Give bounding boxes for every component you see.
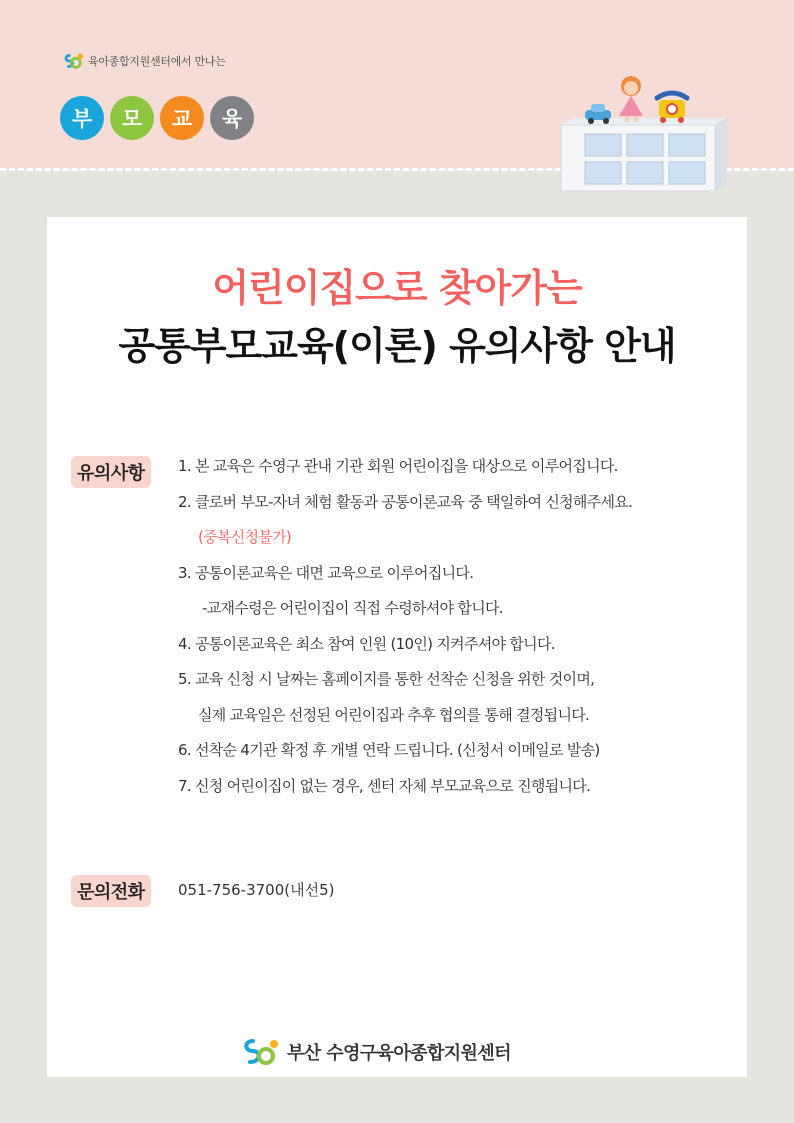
sub-brand-text: 육아종합지원센터에서 만나는	[88, 55, 226, 68]
notice-item-6: 6. 선착순 4기관 확정 후 개별 연락 드립니다. (신청서 이메일로 발송)	[178, 741, 600, 759]
toy-shelf-illustration	[555, 70, 735, 195]
notice-card	[47, 217, 747, 1077]
notice-item-2-note: (중복신청불가)	[198, 528, 292, 546]
sub-brand	[62, 50, 225, 72]
footer-org-name: 부산 수영구육아종합지원센터	[287, 1043, 511, 1064]
title-line-2: 공통부모교육(이론) 유의사항 안내	[118, 324, 676, 368]
notice-item-7: 7. 신청 어린이집이 없는 경우, 센터 자체 부모교육으로 진행됩니다.	[178, 776, 591, 795]
notice-item-5-cont: 실제 교육일은 선정된 어린이집과 추후 협의를 통해 결정됩니다.	[198, 705, 590, 724]
center-logo-icon	[239, 1035, 281, 1069]
badge-yuk: 육	[210, 96, 254, 140]
parent-education-badges	[60, 96, 254, 140]
notice-item-5: 5. 교육 신청 시 날짜는 홈페이지를 통한 선착순 신청을 위한 것이며,	[178, 670, 595, 688]
notice-item-4: 4. 공통이론교육은 최소 참여 인원 (10인) 지켜주셔야 합니다.	[178, 634, 555, 653]
notice-list	[178, 454, 748, 809]
notice-item-1: 1. 본 교육은 수영구 관내 기관 회원 어린이집을 대상으로 이루어집니다.	[178, 457, 618, 475]
notice-label: 유의사항	[71, 456, 151, 488]
badge-mo: 모	[110, 96, 154, 140]
center-logo-icon	[62, 50, 84, 72]
contact-label: 문의전화	[71, 875, 151, 907]
badge-bu: 부	[60, 96, 104, 140]
notice-item-2: 2. 클로버 부모-자녀 체험 활동과 공통이론교육 중 택일하여 신청해주세요.	[178, 492, 633, 511]
badge-gyo: 교	[160, 96, 204, 140]
contact-phone: 051-756-3700(내선5)	[178, 881, 335, 899]
notice-item-3: 3. 공통이론교육은 대면 교육으로 이루어집니다.	[178, 563, 474, 582]
footer-org	[239, 1035, 511, 1069]
notice-item-3-sub: -교재수령은 어린이집이 직접 수령하셔야 합니다.	[202, 599, 503, 617]
title-line-1: 어린이집으로 찾아가는	[212, 266, 582, 310]
